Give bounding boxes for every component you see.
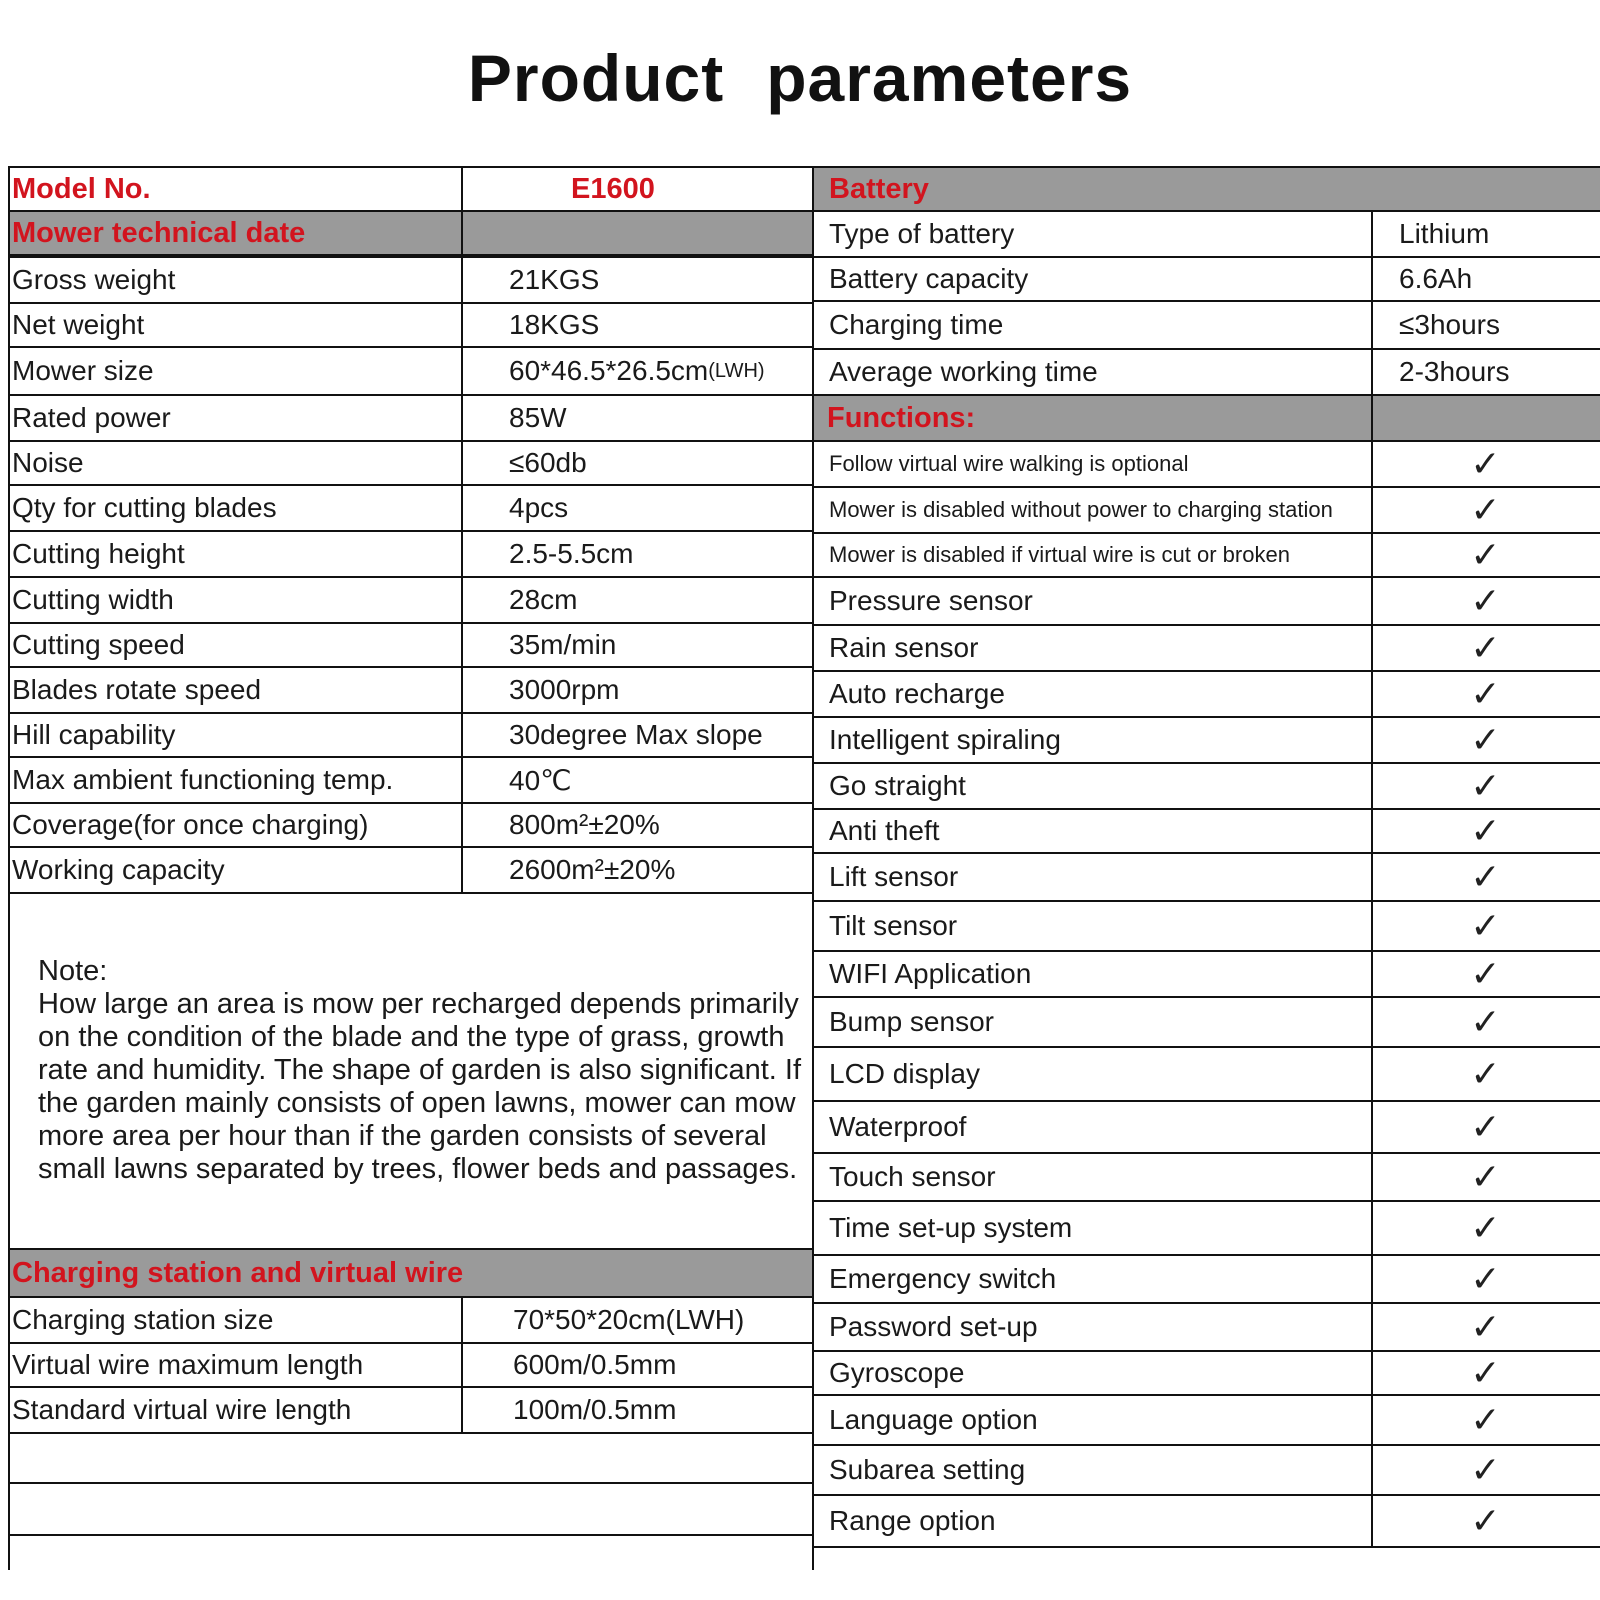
left-column-divider bbox=[461, 1298, 463, 1434]
param-value: ≤60db bbox=[509, 447, 587, 478]
param-value: 70*50*20cm(LWH) bbox=[513, 1304, 745, 1335]
table-row bbox=[8, 668, 813, 714]
note-text: How large an area is mow per recharged depends primarily on the condition of the blade and the type of grass, growth rate and humidity. The shape of garden is also significant. If the garden mainly consists of open lawns, mower can mow more area per hour than if the garden consists of several small lawns separated by trees, flower beds and passages. bbox=[38, 988, 802, 1185]
param-label: Mower size bbox=[12, 355, 154, 386]
param-value: 600m/0.5mm bbox=[513, 1349, 677, 1380]
table-row bbox=[8, 848, 813, 894]
table-row bbox=[813, 810, 1600, 854]
table-row bbox=[813, 854, 1600, 902]
battery-label: Charging time bbox=[829, 309, 1004, 340]
function-label: Touch sensor bbox=[829, 1161, 996, 1192]
table-row bbox=[813, 1048, 1600, 1102]
function-label: Pressure sensor bbox=[829, 585, 1033, 616]
table-row bbox=[8, 804, 813, 848]
battery-header: Battery bbox=[829, 172, 929, 205]
table-row bbox=[813, 1446, 1600, 1496]
table-row bbox=[813, 764, 1600, 810]
function-label: Password set-up bbox=[829, 1311, 1038, 1342]
table-row bbox=[8, 396, 813, 442]
table-row bbox=[813, 672, 1600, 718]
battery-header-row bbox=[813, 168, 1600, 212]
param-value: 85W bbox=[509, 402, 567, 433]
param-value: 21KGS bbox=[509, 264, 600, 295]
table-row bbox=[8, 258, 813, 304]
functions-header: Functions: bbox=[827, 401, 976, 434]
table-row bbox=[813, 302, 1600, 350]
function-label: Go straight bbox=[829, 770, 966, 801]
check-icon: ✓ bbox=[1470, 580, 1501, 621]
check-icon: ✓ bbox=[1470, 953, 1501, 994]
check-icon: ✓ bbox=[1470, 719, 1501, 760]
battery-value: Lithium bbox=[1399, 218, 1490, 249]
param-value: 2.5-5.5cm bbox=[509, 538, 634, 569]
param-value: 35m/min bbox=[509, 629, 617, 660]
param-value: 100m/0.5mm bbox=[513, 1394, 677, 1425]
table-row bbox=[8, 348, 813, 396]
table-row bbox=[813, 1154, 1600, 1202]
function-label: Lift sensor bbox=[829, 861, 959, 892]
check-icon: ✓ bbox=[1470, 905, 1501, 946]
center-divider bbox=[812, 168, 814, 1570]
battery-value: 6.6Ah bbox=[1399, 263, 1473, 294]
function-label: Time set-up system bbox=[829, 1212, 1073, 1243]
table-row bbox=[8, 624, 813, 668]
check-icon: ✓ bbox=[1470, 765, 1501, 806]
battery-label: Type of battery bbox=[829, 218, 1015, 249]
battery-value: ≤3hours bbox=[1399, 309, 1500, 340]
table-row bbox=[813, 998, 1600, 1048]
param-label: Qty for cutting blades bbox=[12, 492, 277, 523]
table-row bbox=[813, 258, 1600, 302]
function-label: Gyroscope bbox=[829, 1357, 965, 1388]
table-row bbox=[8, 1344, 813, 1388]
functions-header-row bbox=[813, 396, 1600, 442]
param-value bbox=[461, 348, 813, 394]
check-icon: ✓ bbox=[1470, 1500, 1501, 1541]
table-row bbox=[813, 1352, 1600, 1396]
charging-header-row bbox=[8, 1250, 813, 1298]
param-label: Charging station size bbox=[12, 1304, 274, 1335]
check-icon: ✓ bbox=[1470, 856, 1501, 897]
page-title bbox=[0, 40, 1600, 116]
check-icon: ✓ bbox=[1470, 1306, 1501, 1347]
check-icon: ✓ bbox=[1470, 810, 1501, 851]
table-row bbox=[813, 442, 1600, 488]
param-label: Standard virtual wire length bbox=[12, 1394, 352, 1425]
function-label: Intelligent spiraling bbox=[829, 724, 1061, 755]
param-value-main: 60*46.5*26.5cm bbox=[509, 355, 709, 386]
param-value: 4pcs bbox=[509, 492, 569, 523]
check-icon: ✓ bbox=[1470, 1001, 1501, 1042]
function-label: Waterproof bbox=[829, 1111, 967, 1142]
table-row bbox=[813, 718, 1600, 764]
right-column-divider bbox=[1371, 212, 1373, 1548]
left-border bbox=[8, 168, 10, 1570]
table-row bbox=[8, 714, 813, 758]
check-icon: ✓ bbox=[1470, 1106, 1501, 1147]
param-label: Blades rotate speed bbox=[12, 674, 262, 705]
battery-label: Battery capacity bbox=[829, 263, 1029, 294]
check-icon: ✓ bbox=[1470, 1207, 1501, 1248]
table-row bbox=[813, 1102, 1600, 1154]
table-row bbox=[813, 1496, 1600, 1548]
check-icon: ✓ bbox=[1470, 1258, 1501, 1299]
table-row bbox=[813, 488, 1600, 534]
table-row bbox=[813, 350, 1600, 396]
check-icon: ✓ bbox=[1470, 489, 1501, 530]
check-icon: ✓ bbox=[1470, 627, 1501, 668]
check-icon: ✓ bbox=[1470, 1449, 1501, 1490]
battery-value: 2-3hours bbox=[1399, 356, 1510, 387]
param-label: Working capacity bbox=[12, 854, 225, 885]
table-row bbox=[8, 1388, 813, 1434]
function-label: Tilt sensor bbox=[829, 910, 958, 941]
param-label: Virtual wire maximum length bbox=[12, 1349, 364, 1380]
param-value: 28cm bbox=[509, 584, 578, 615]
function-label: Rain sensor bbox=[829, 632, 979, 663]
check-icon: ✓ bbox=[1470, 1399, 1501, 1440]
function-label: Anti theft bbox=[829, 815, 940, 846]
mower-header-row bbox=[8, 212, 813, 258]
param-value: 40℃ bbox=[509, 764, 572, 796]
table-row bbox=[813, 626, 1600, 672]
check-icon: ✓ bbox=[1470, 1352, 1501, 1393]
param-label: Hill capability bbox=[12, 719, 176, 750]
mower-header: Mower technical date bbox=[12, 216, 306, 249]
function-label: Language option bbox=[829, 1404, 1038, 1435]
title-word-2: parameters bbox=[766, 41, 1133, 115]
function-label: Mower is disabled if virtual wire is cut or broken bbox=[829, 542, 1290, 567]
table-row bbox=[8, 304, 813, 348]
param-value: 18KGS bbox=[509, 309, 600, 340]
table-row bbox=[8, 486, 813, 532]
param-value: 30degree Max slope bbox=[509, 719, 763, 750]
function-label: Auto recharge bbox=[829, 678, 1005, 709]
param-label: Gross weight bbox=[12, 264, 176, 295]
param-label: Rated power bbox=[12, 402, 171, 433]
table-row bbox=[813, 1202, 1600, 1256]
empty-row bbox=[8, 1434, 813, 1484]
table-row bbox=[813, 534, 1600, 578]
table-row bbox=[813, 1396, 1600, 1446]
table-row bbox=[8, 1298, 813, 1344]
table-row bbox=[813, 212, 1600, 258]
param-value-unit: (LWH) bbox=[708, 359, 765, 382]
param-label: Coverage(for once charging) bbox=[12, 809, 369, 840]
battery-label: Average working time bbox=[829, 356, 1098, 387]
param-label: Cutting width bbox=[12, 584, 174, 615]
table-row bbox=[813, 1304, 1600, 1352]
table-row bbox=[8, 758, 813, 804]
table-row bbox=[813, 1256, 1600, 1304]
left-column-divider bbox=[461, 168, 463, 894]
note-block bbox=[38, 955, 818, 1186]
note-heading: Note: bbox=[38, 955, 108, 987]
charging-header: Charging station and virtual wire bbox=[12, 1256, 464, 1289]
param-value: 800m²±20% bbox=[509, 809, 660, 840]
function-label: LCD display bbox=[829, 1058, 980, 1089]
check-icon: ✓ bbox=[1470, 534, 1501, 575]
param-label: Cutting height bbox=[12, 538, 185, 569]
empty-row bbox=[8, 1484, 813, 1536]
table-row bbox=[8, 442, 813, 486]
model-value: E1600 bbox=[571, 172, 655, 205]
model-label: Model No. bbox=[12, 172, 151, 205]
function-label: Subarea setting bbox=[829, 1454, 1026, 1485]
function-label: Range option bbox=[829, 1505, 996, 1536]
param-label: Noise bbox=[12, 447, 84, 478]
check-icon: ✓ bbox=[1470, 1156, 1501, 1197]
function-label: Emergency switch bbox=[829, 1263, 1057, 1294]
check-icon: ✓ bbox=[1470, 1053, 1501, 1094]
model-row bbox=[8, 168, 813, 212]
table-row bbox=[8, 578, 813, 624]
table-row bbox=[813, 578, 1600, 626]
param-label: Net weight bbox=[12, 309, 145, 340]
function-label: WIFI Application bbox=[829, 958, 1032, 989]
function-label: Follow virtual wire walking is optional bbox=[829, 451, 1189, 476]
table-row bbox=[8, 532, 813, 578]
function-label: Bump sensor bbox=[829, 1006, 994, 1037]
param-value: 2600m²±20% bbox=[509, 854, 676, 885]
check-icon: ✓ bbox=[1470, 673, 1501, 714]
param-label: Max ambient functioning temp. bbox=[12, 764, 394, 795]
table-row bbox=[813, 902, 1600, 952]
parameters-table bbox=[8, 168, 1600, 1570]
table-row bbox=[813, 952, 1600, 998]
title-word-1: Product bbox=[467, 41, 725, 115]
function-label: Mower is disabled without power to charging station bbox=[829, 497, 1333, 522]
check-icon: ✓ bbox=[1470, 443, 1501, 484]
param-value: 3000rpm bbox=[509, 674, 620, 705]
param-label: Cutting speed bbox=[12, 629, 185, 660]
